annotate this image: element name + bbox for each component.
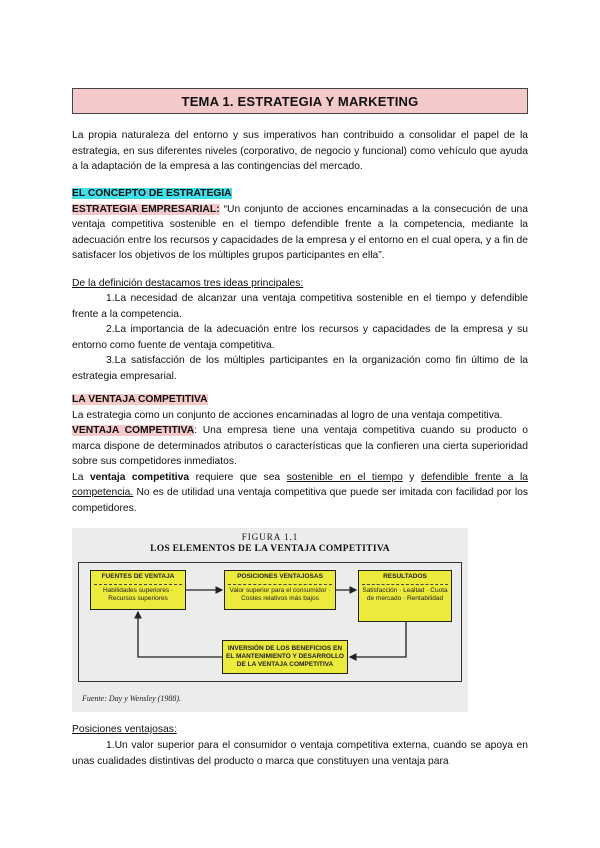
box-inversion-title: INVERSIÓN DE LOS BENEFICIOS EN EL MANTENIMIENTO Y DESARROLLO DE LA VENTAJA COMPETITIVA <box>226 645 344 668</box>
posiciones-item-1: 1.Un valor superior para el consumidor o ventaja competitiva externa, cuando se apoya en unas cualidades distintivas del producto o marca que constituyen una ventaja para <box>72 740 528 767</box>
idea-item-3: 3.La satisfacción de los múltiples participantes en la organización como fin último de la estrategia empresarial. <box>72 355 528 382</box>
figure-ventaja-competitiva <box>72 528 468 712</box>
box-fuentes-title: FUENTES DE VENTAJA <box>101 573 175 580</box>
ventaja-section <box>72 392 528 516</box>
ventaja-paragraph-1: La estrategia como un conjunto de acciones encaminadas al logro de una ventaja competitiva. <box>72 409 503 421</box>
ventaja-p3-d: No es de utilidad una ventaja competitiva que puede ser imitada con facilidad por los competidores. <box>72 487 528 514</box>
ventaja-heading: LA VENTAJA COMPETITIVA <box>72 394 208 405</box>
ventaja-p3-a: La <box>72 471 90 483</box>
arrow-resultados-to-inversion <box>350 622 406 657</box>
ventaja-p3-c: y <box>402 471 421 483</box>
box-fuentes-sub: Habilidades superiores · Recursos superiores <box>94 584 182 603</box>
ventaja-p3-b: requiere que sea <box>189 471 287 483</box>
box-resultados-sub: Satisfacción · Lealtad · Cuota de mercado · Rentabilidad <box>362 584 448 603</box>
concepto-section <box>72 186 528 264</box>
estrategia-term: ESTRATEGIA EMPRESARIAL: <box>72 203 220 215</box>
posiciones-heading: Posiciones ventajosas: <box>72 724 177 735</box>
intro-paragraph: La propia naturaleza del entorno y sus imperativos han contribuido a consolidar el papel de la estrategia, en sus diferentes niveles (corporativo, de negocio y funcional) como vehículo que ayuda a la adaptación de la empresa a las contingencias del mercado. <box>72 130 528 172</box>
idea-item-2: 2.La importancia de la adecuación entre los recursos y capacidades de la empresa y su entorno como fuente de ventaja competitiva. <box>72 324 528 351</box>
estrategia-definition: “Un conjunto de acciones encaminadas a la consecución de una ventaja competitiva sostenible en el tiempo defendible frente a la competencia, mediante la adecuación entre los recursos y capacidades de la empresa y el entorno en el cual opera, y a fin de satisfacer los objetivos de los múltiples grupos participantes en ella”. <box>72 203 529 261</box>
ventaja-p3-underline-1: sostenible en el tiempo <box>286 471 403 483</box>
page-title-text: TEMA 1. ESTRATEGIA Y MARKETING <box>181 93 419 109</box>
page-title <box>72 88 528 114</box>
figure-title: LOS ELEMENTOS DE LA VENTAJA COMPETITIVA <box>150 544 390 554</box>
ideas-heading: De la definición destacamos tres ideas principales: <box>72 278 304 289</box>
arrow-inversion-to-fuentes <box>138 612 222 657</box>
ventaja-p3-underline-2: defendible frente a la competencia. <box>72 471 528 498</box>
figure-arrows <box>72 528 468 712</box>
box-posiciones-title: POSICIONES VENTAJOSAS <box>237 573 323 580</box>
ventaja-term: VENTAJA COMPETITIVA <box>72 425 195 436</box>
figure-source: Fuente: Day y Wensley (1988). <box>82 694 181 703</box>
ventaja-p3-bold: ventaja competitiva <box>89 471 190 483</box>
concepto-heading: EL CONCEPTO DE ESTRATEGIA <box>72 188 232 199</box>
box-posiciones-sub: Valor superior para el consumidor · Costes relativos más bajos <box>228 584 332 603</box>
idea-item-1: 1.La necesidad de alcanzar una ventaja competitiva sostenible en el tiempo y defendible frente a la competencia. <box>72 293 528 320</box>
ventaja-definition: : Una empresa tiene una ventaja competitiva cuando su producto o marca dispone de determinados atributos o características que la confieren una cierta superioridad sobre sus competidores inmediatos. <box>72 425 529 467</box>
box-resultados-title: RESULTADOS <box>383 573 427 580</box>
figure-number: FIGURA 1.1 <box>241 532 299 542</box>
